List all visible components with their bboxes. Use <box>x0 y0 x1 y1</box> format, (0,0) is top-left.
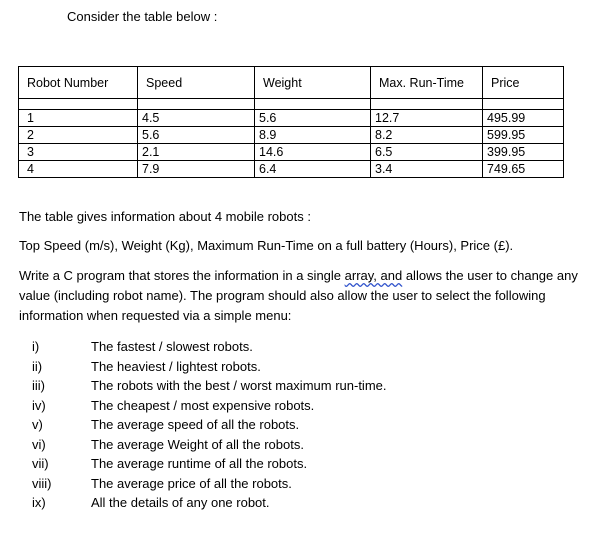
table-header-row <box>19 67 564 99</box>
cell-weight: 5.6 <box>255 110 371 127</box>
cell-speed: 5.6 <box>138 127 255 144</box>
list-item-number: ii) <box>32 358 43 374</box>
cell-robot-number: 3 <box>19 144 138 161</box>
list-item <box>32 357 386 377</box>
cell-speed: 2.1 <box>138 144 255 161</box>
header-robot-number: Robot Number <box>19 67 138 99</box>
list-item-number: viii) <box>32 475 52 491</box>
list-item-number: vi) <box>32 436 46 452</box>
list-item-text: The average price of all the robots. <box>91 475 292 491</box>
list-item-text: The average runtime of all the robots. <box>91 456 308 471</box>
header-weight: Weight <box>255 67 371 99</box>
list-item-text: The average Weight of all the robots. <box>91 436 304 452</box>
cell-robot-number: 4 <box>19 161 138 178</box>
list-item-text: The fastest / slowest robots. <box>91 339 253 354</box>
list-item <box>32 415 386 435</box>
task-text-part2: allows the user to change any value (including robot name). The program should also allow the user to select the following information when requested via a simple menu: <box>19 268 578 323</box>
list-item <box>32 376 386 396</box>
list-item <box>32 474 386 494</box>
cell-speed: 4.5 <box>138 110 255 127</box>
cell-robot-number: 2 <box>19 127 138 144</box>
list-item-number: iv) <box>32 397 46 413</box>
cell-max-run-time: 12.7 <box>371 110 483 127</box>
list-item <box>32 493 386 513</box>
table-spacer-row <box>19 99 564 110</box>
menu-list <box>32 337 386 513</box>
header-max-run-time: Max. Run-Time <box>371 67 483 99</box>
task-text-part1: Write a C program that stores the information in a single <box>19 268 345 283</box>
list-item-number: i) <box>32 339 40 354</box>
paragraph-units: Top Speed (m/s), Weight (Kg), Maximum Run-Time on a full battery (Hours), Price (£). <box>19 238 514 253</box>
list-item <box>32 396 386 416</box>
intro-text: Consider the table below : <box>67 9 218 24</box>
grammar-underline-text: array, and <box>344 268 403 283</box>
cell-weight: 8.9 <box>255 127 371 144</box>
list-item-text: All the details of any one robot. <box>91 495 270 510</box>
cell-max-run-time: 8.2 <box>371 127 483 144</box>
cell-weight: 6.4 <box>255 161 371 178</box>
cell-max-run-time: 6.5 <box>371 144 483 161</box>
robots-table <box>18 66 564 178</box>
list-item <box>32 454 386 474</box>
paragraph-task <box>19 266 609 326</box>
list-item-number: ix) <box>32 495 46 510</box>
paragraph-robot-info: The table gives information about 4 mobile robots : <box>19 209 311 224</box>
list-item-number: v) <box>32 417 43 432</box>
cell-robot-number: 1 <box>19 110 138 127</box>
header-speed: Speed <box>138 67 255 99</box>
list-item <box>32 435 386 455</box>
list-item-text: The heaviest / lightest robots. <box>91 358 261 374</box>
header-price: Price <box>483 67 564 99</box>
table-row <box>19 144 564 161</box>
list-item-number: iii) <box>32 378 45 393</box>
table-row <box>19 110 564 127</box>
list-item-text: The cheapest / most expensive robots. <box>91 397 315 413</box>
list-item <box>32 337 386 357</box>
cell-price: 749.65 <box>483 161 564 178</box>
list-item-text: The average speed of all the robots. <box>91 417 300 432</box>
cell-price: 495.99 <box>483 110 564 127</box>
cell-max-run-time: 3.4 <box>371 161 483 178</box>
cell-weight: 14.6 <box>255 144 371 161</box>
list-item-number: vii) <box>32 456 49 471</box>
cell-speed: 7.9 <box>138 161 255 178</box>
cell-price: 399.95 <box>483 144 564 161</box>
cell-price: 599.95 <box>483 127 564 144</box>
table-row <box>19 127 564 144</box>
list-item-text: The robots with the best / worst maximum run-time. <box>91 378 387 393</box>
table-row <box>19 161 564 178</box>
